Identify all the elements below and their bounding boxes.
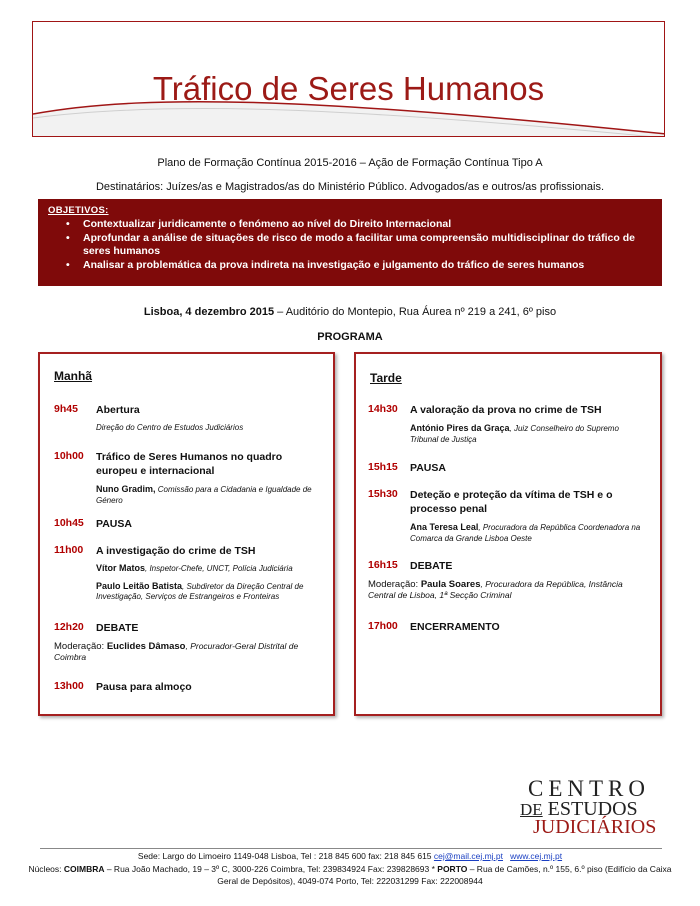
item-time: 9h45	[54, 403, 78, 415]
item-title: A valoração da prova no crime de TSH	[410, 404, 602, 416]
afternoon-heading: Tarde	[370, 371, 402, 385]
schedule-item	[54, 544, 324, 603]
speaker-role: Comissão para a Cidadania e Igualdade de Género	[96, 485, 312, 505]
event-location	[0, 306, 700, 318]
logo-line-judiciarios: JUDICIÁRIOS	[533, 816, 657, 838]
footer-address: Sede: Largo do Limoeiro 1149-048 Lisboa, Tel : 218 845 600 fax: 218 845 615	[137, 851, 432, 861]
morning-moderation	[54, 641, 324, 663]
event-date: Lisboa, 4 dezembro 2015	[143, 306, 275, 318]
speaker-role: , Juiz Conselheiro do Supremo Tribunal de Justiça	[410, 424, 619, 444]
speaker	[410, 522, 648, 544]
item-time: 12h20	[54, 621, 84, 633]
speaker-role: Direção do Centro de Estudos Judiciários	[96, 423, 244, 432]
item-title: PAUSA	[96, 518, 132, 530]
speaker	[96, 423, 324, 434]
page-title: Tráfico de Seres Humanos	[152, 70, 545, 107]
logo-line-centro: CENTRO	[528, 776, 650, 801]
logo-de: DE	[520, 800, 543, 819]
footer-email-link[interactable]: cej@mail.cej.mj.pt	[433, 851, 504, 861]
item-title: Deteção e proteção da vítima de TSH e o processo penal	[410, 489, 613, 515]
item-title: Abertura	[96, 404, 140, 416]
morning-heading: Manhã	[54, 369, 93, 383]
afternoon-moderation	[368, 579, 648, 601]
item-time: 14h30	[368, 403, 398, 415]
speaker	[96, 581, 324, 603]
audience-line: Destinatários: Juízes/as e Magistrados/as do Ministério Público. Advogados/as e outros/as profissionais.	[95, 181, 605, 193]
objective-item: • Analisar a problemática da prova indireta na investigação e julgamento do tráfico de seres humanos	[48, 259, 652, 273]
morning-column	[38, 352, 335, 716]
event-place: – Auditório do Montepio, Rua Áurea nº 219 a 241, 6º piso	[274, 306, 557, 318]
footer-website-link[interactable]: www.cej.mj.pt	[510, 851, 563, 861]
cej-logo	[520, 776, 670, 836]
item-time: 13h00	[54, 680, 84, 692]
schedule-item	[54, 621, 324, 635]
moderator-name: Euclides Dâmaso	[106, 641, 186, 652]
programa-heading: PROGRAMA	[317, 331, 383, 343]
item-title: Tráfico de Seres Humanos no quadro europeu e internacional	[96, 451, 283, 477]
item-time: 16h15	[368, 559, 398, 571]
schedule-item	[368, 559, 648, 573]
porto-label: PORTO	[437, 864, 468, 874]
objective-item: • Contextualizar juridicamente o fenómeno ao nível do Direito Internacional	[48, 218, 652, 232]
footer-sede	[20, 851, 680, 863]
schedule-item	[368, 620, 648, 634]
moderation-label: Moderação:	[54, 641, 107, 652]
speaker-name: Vítor Matos	[96, 563, 146, 573]
moderator-name: Paula Soares	[420, 579, 481, 590]
item-title: DEBATE	[96, 622, 139, 634]
footer-nucleos	[20, 864, 680, 876]
item-time: 10h00	[54, 450, 84, 462]
objective-item: • Aprofundar a análise de situações de risco de modo a facilitar uma compreensão multidisciplinar do tráfico de seres humanos	[48, 232, 652, 259]
speaker-name: Paulo Leitão Batista	[96, 580, 183, 591]
nucleos-label: Núcleos:	[28, 864, 64, 874]
speaker-name: Ana Teresa Leal	[410, 522, 479, 532]
speaker	[410, 423, 648, 445]
coimbra-label: COIMBRA	[63, 864, 105, 874]
item-time: 15h15	[368, 461, 398, 473]
item-time: 10h45	[54, 517, 84, 529]
speaker-role: , Inspetor-Chefe, UNCT, Polícia Judiciária	[145, 564, 293, 573]
schedule-item	[368, 403, 648, 445]
item-time: 11h00	[54, 544, 84, 556]
logo-estudos: ESTUDOS	[547, 798, 638, 820]
moderator-role: , Procurador-Geral Distrital de Coimbra	[54, 641, 299, 662]
porto-address: – Rua de Camões, n.º 155, 6.º piso (Edifício da Caixa	[467, 864, 672, 874]
footer-porto-cont: Geral de Depósitos), 4049-074 Porto, Tel: 222031299 Fax: 222008944	[217, 876, 483, 886]
item-time: 15h30	[368, 488, 398, 500]
speaker-name: Nuno Gradim,	[96, 484, 156, 494]
coimbra-address: – Rua João Machado, 19 – 3º C, 3000-226 Coimbra, Tel: 239834924 Fax: 239828693 *	[104, 864, 438, 874]
objectives-title: OBJETIVOS:	[48, 205, 109, 216]
schedule-item	[54, 450, 324, 506]
objectives-list	[48, 218, 652, 272]
item-title: A investigação do crime de TSH	[96, 545, 256, 557]
item-title: Pausa para almoço	[96, 681, 192, 693]
plan-line: Plano de Formação Contínua 2015-2016 – Ação de Formação Contínua Tipo A	[157, 157, 543, 169]
schedule-item	[54, 517, 324, 531]
moderation-label: Moderação:	[368, 579, 421, 590]
speaker	[96, 484, 324, 506]
moderator-role: , Procuradora da República, Instância Central de Lisboa, 1ª Secção Criminal	[368, 579, 623, 600]
speaker-role: , Subdiretor da Direção Central de Investigação, Serviços de Estrangeiros e Fronteiras	[96, 581, 304, 601]
item-time: 17h00	[368, 620, 398, 632]
afternoon-column	[354, 352, 662, 716]
title-banner	[32, 21, 665, 137]
schedule-item	[54, 680, 324, 694]
schedule-item	[54, 403, 324, 434]
footer-divider	[40, 848, 662, 849]
item-title: PAUSA	[410, 462, 446, 474]
speaker-role: , Procuradora da República Coordenadora na Comarca da Grande Lisboa Oeste	[410, 523, 641, 543]
schedule-item	[368, 461, 648, 475]
speaker	[96, 563, 324, 575]
objectives-box	[38, 199, 662, 286]
speaker-name: António Pires da Graça	[410, 423, 510, 433]
item-title: ENCERRAMENTO	[410, 621, 500, 633]
item-title: DEBATE	[410, 560, 453, 572]
schedule-item	[368, 488, 648, 544]
